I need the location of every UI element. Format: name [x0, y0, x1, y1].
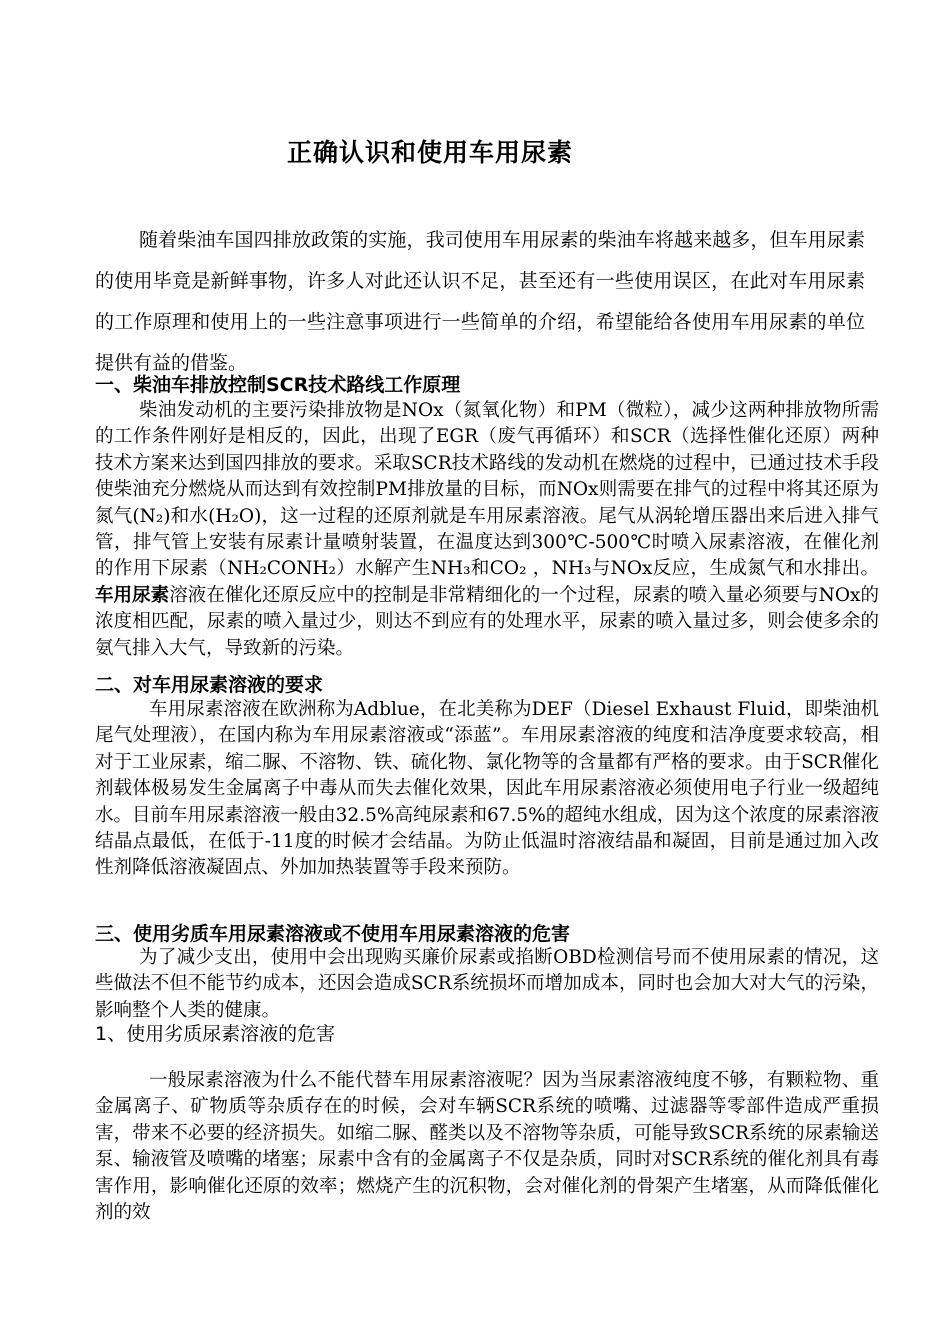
section-2-body: 车用尿素溶液在欧洲称为Adblue，在北美称为DEF（Diesel Exhaust Fluid，即柴油机尾气处理液），在国内称为车用尿素溶液或“添蓝”。车用尿素溶液的纯度和洁净度要求较高，相对于工业尿素，缩二脲、不溶物、铁、硫化物、氯化物等的含量都有严格的要求。由于SCR催化剂载体极易发生金属离子中毒从而失去催化效果，因此车用尿素溶液必须使用电子行业一级超纯水。目前车用尿素溶液一般由32.5%高纯尿素和67.5%的超纯水组成，因为这个浓度的尿素溶液结晶点最低，在低于-11度的时候才会结晶。为防止低温时溶液结晶和凝固，目前是通过加入改性剂降低溶液凝固点、外加加热装置等手段来预防。 — [95, 699, 879, 879]
section-3-1-body: 一般尿素溶液为什么不能代替车用尿素溶液呢？因为当尿素溶液纯度不够，有颗粒物、重金属离子、矿物质等杂质存在的时候，会对车辆SCR系统的喷嘴、过滤器等零部件造成严重损害，带来不必要的经济损失。如缩二脲、醛类以及不溶物等杂质，可能导致SCR系统的尿素输送泵、输液管及喷嘴的堵塞；尿素中含有的金属离子不仅是杂质，同时对SCR系统的催化剂具有毒害作用，影响催化还原的效率；燃烧产生的沉积物，会对催化剂的骨架产生堵塞，从而降低催化剂的效 — [95, 1070, 879, 1224]
section-1-body — [95, 398, 879, 662]
intro-paragraph: 随着柴油车国四排放政策的实施，我司使用车用尿素的柴油车将越来越多，但车用尿素的使用毕竟是新鲜事物，许多人对此还认识不足，甚至还有一些使用误区，在此对车用尿素的工作原理和使用上的一些注意事项进行一些简单的介绍，希望能给各使用车用尿素的单位提供有益的借鉴。 — [95, 229, 865, 374]
section-2-heading: 二、对车用尿素溶液的要求 — [95, 674, 324, 696]
page-title: 正确认识和使用车用尿素 — [286, 138, 573, 167]
section-3-body: 为了减少支出，使用中会出现购买廉价尿素或掐断OBD检测信号而不使用尿素的情况，这些做法不但不能节约成本，还因会造成SCR系统损坏而增加成本，同时也会加大对大气的污染，影响整个人类的健康。 — [95, 947, 879, 1021]
section-1-body-part1: 柴油发动机的主要污染排放物是NOx（氮氧化物）和PM（微粒），减少这两种排放物所需的工作条件刚好是相反的，因此，出现了EGR（废气再循环）和SCR（选择性催化还原）两种技术方案来达到国四排放的要求。采取SCR技术路线的发动机在燃烧的过程中，已通过技术手段使柴油充分燃烧从而达到有效控制PM排放量的目标，而NOx则需要在排气的过程中将其还原为氮气(N₂)和水(H₂O)，这一过程的还原剂就是车用尿素溶液。尾气从涡轮增压器出来后进入排气管，排气管上安装有尿素计量喷射装置，在温度达到300℃-500℃时喷入尿素溶液，在催化剂的作用下尿素（NH₂CONH₂）水解产生NH₃和CO₂ ，NH₃与NOx反应，生成氮气和水排出。 — [95, 400, 879, 580]
section-3-1-heading: 1、使用劣质尿素溶液的危害 — [95, 1023, 336, 1045]
section-3-heading: 三、使用劣质车用尿素溶液或不使用车用尿素溶液的危害 — [95, 923, 571, 945]
section-1-heading: 一、柴油车排放控制SCR技术路线工作原理 — [95, 374, 461, 396]
section-1-body-bold: 车用尿素 — [95, 584, 170, 606]
section-1-body-part2: 溶液在催化还原反应中的控制是非常精细化的一个过程，尿素的喷入量必须要与NOx的浓度相匹配，尿素的喷入量过少，则达不到应有的处理水平，尿素的喷入量过多，则会使多余的氨气排入大气，导致新的污染。 — [95, 584, 879, 659]
